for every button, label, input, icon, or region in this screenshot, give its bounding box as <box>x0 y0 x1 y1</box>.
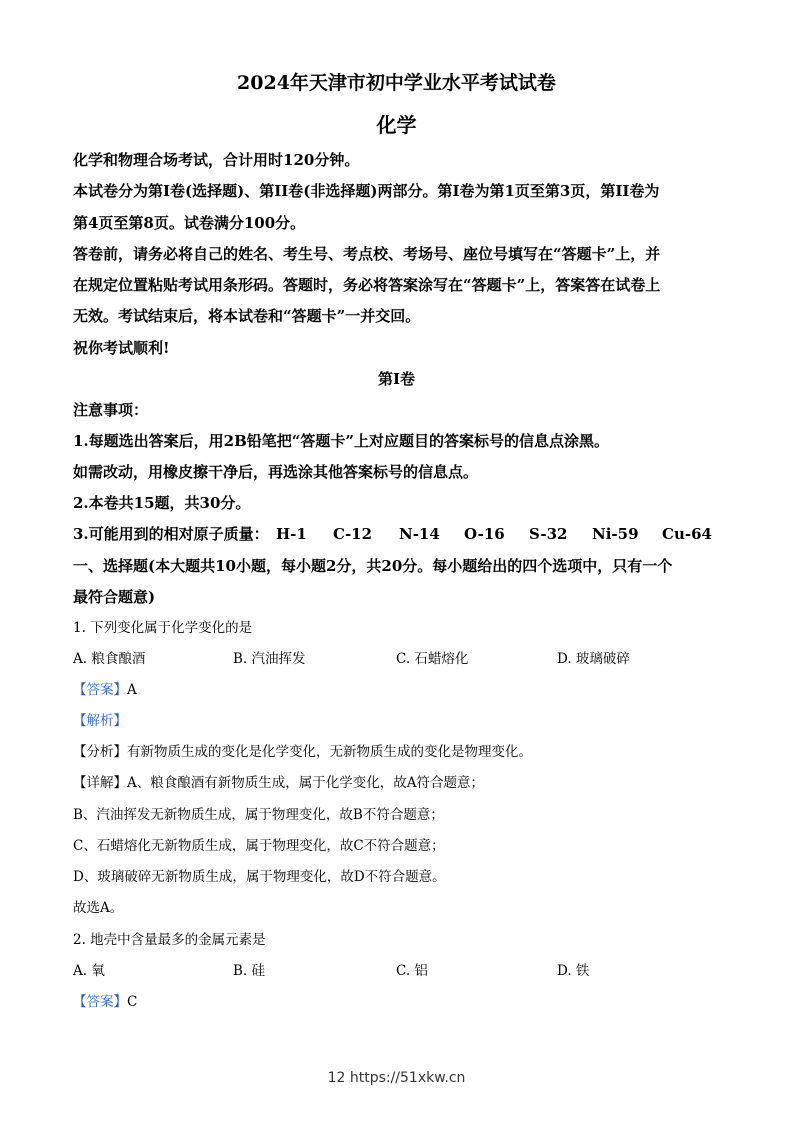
q2-option-b: B. 硅 <box>233 963 266 979</box>
section-heading-2: 最符合题意) <box>73 588 156 606</box>
note-2: 2.本卷共15题，共30分。 <box>73 494 251 512</box>
fenxi-text: 有新物质生成的变化是化学变化，无新物质生成的变化是物理变化。 <box>127 744 532 760</box>
xiangjie-text: A、粮食酿酒有新物质生成，属于化学变化，故A符合题意； <box>127 775 484 791</box>
atomic-mass-item: H-1 <box>276 525 307 543</box>
q1-explain-d: D、玻璃破碎无新物质生成，属于物理变化，故D不符合题意。 <box>73 869 446 885</box>
answer-value: A <box>127 682 137 698</box>
intro-line-4: 答卷前，请务必将自己的姓名、考生号、考点校、考场号、座位号填写在“答题卡”上，并 <box>73 245 661 263</box>
analysis-tag: 【解析】 <box>73 713 127 729</box>
q1-fenxi <box>73 743 532 762</box>
intro-line-6: 无效。考试结束后，将本试卷和“答题卡”一并交回。 <box>73 307 421 325</box>
atomic-mass-item: O-16 <box>464 525 505 543</box>
q1-stem: 1. 下列变化属于化学变化的是 <box>73 620 253 636</box>
q1-option-c: C. 石蜡熔化 <box>396 651 469 667</box>
xiangjie-tag: 【详解】 <box>73 775 127 791</box>
q1-explain-b: B、汽油挥发无新物质生成，属于物理变化，故B不符合题意； <box>73 807 444 823</box>
q1-option-d: D. 玻璃破碎 <box>557 651 630 667</box>
atomic-mass-item: Cu-64 <box>662 525 712 543</box>
q1-option-b: B. 汽油挥发 <box>233 651 306 667</box>
volume-title: 第I卷 <box>377 370 416 388</box>
atomic-mass-item: N-14 <box>399 525 440 543</box>
atomic-mass-item: Ni-59 <box>592 525 639 543</box>
q1-conclusion: 故选A。 <box>73 900 124 916</box>
intro-line-7: 祝你考试顺利! <box>73 339 170 357</box>
note-1b: 如需改动，用橡皮擦干净后，再选涂其他答案标号的信息点。 <box>73 463 479 481</box>
page-footer: 12 https://51xkw.cn <box>327 1070 466 1086</box>
q2-answer <box>73 993 137 1012</box>
q2-option-c: C. 铝 <box>396 963 428 979</box>
q1-xiangjie <box>73 774 484 793</box>
subject-title: 化学 <box>376 113 417 137</box>
note-1a: 1.每题选出答案后，用2B铅笔把“答题卡”上对应题目的答案标号的信息点涂黑。 <box>73 432 610 450</box>
q2-option-d: D. 铁 <box>557 963 590 979</box>
answer-value: C <box>127 994 138 1010</box>
answer-tag: 【答案】 <box>73 994 127 1010</box>
exam-title: 2024年天津市初中学业水平考试试卷 <box>237 72 556 94</box>
atomic-mass-label: 3.可能用到的相对原子质量： <box>73 525 269 543</box>
q1-answer <box>73 681 137 700</box>
intro-line-1: 化学和物理合场考试，合计用时120分钟。 <box>73 151 360 169</box>
answer-tag: 【答案】 <box>73 682 127 698</box>
q1-analysis-tag <box>73 712 127 731</box>
intro-line-2: 本试卷分为第I卷(选择题)、第II卷(非选择题)两部分。第I卷为第1页至第3页，第II卷为 <box>73 182 660 200</box>
atomic-mass-item: C-12 <box>333 525 373 543</box>
intro-line-3: 第4页至第8页。试卷满分100分。 <box>73 214 306 232</box>
fenxi-tag: 【分析】 <box>73 744 127 760</box>
atomic-mass-item: S-32 <box>529 525 568 543</box>
intro-line-5: 在规定位置粘贴考试用条形码。答题时，务必将答案涂写在“答题卡”上，答案答在试卷上 <box>73 276 661 294</box>
q1-explain-c: C、石蜡熔化无新物质生成，属于物理变化，故C不符合题意； <box>73 838 445 854</box>
section-heading-1: 一、选择题(本大题共10小题，每小题2分，共20分。每小题给出的四个选项中，只有一个 <box>73 557 673 575</box>
q1-option-a: A. 粮食酿酒 <box>73 651 146 667</box>
q2-stem: 2. 地壳中含量最多的金属元素是 <box>73 932 266 948</box>
notes-heading: 注意事项： <box>73 401 149 419</box>
q2-option-a: A. 氧 <box>73 963 105 979</box>
